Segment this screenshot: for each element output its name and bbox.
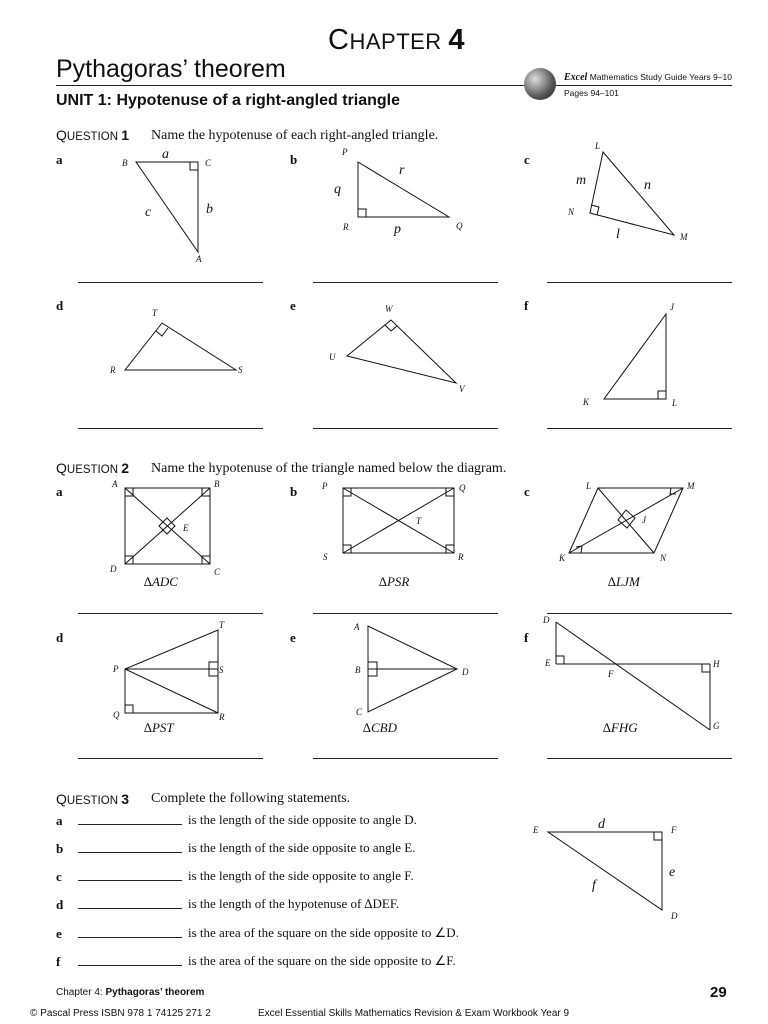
svg-text:D: D bbox=[462, 667, 469, 677]
svg-text:C: C bbox=[205, 158, 212, 168]
svg-text:L: L bbox=[672, 398, 678, 408]
caption-2e: ∆CBD bbox=[363, 720, 397, 735]
svg-text:D: D bbox=[110, 564, 117, 574]
svg-text:a: a bbox=[162, 147, 169, 162]
svg-text:L: L bbox=[595, 141, 601, 151]
svg-text:E: E bbox=[183, 523, 189, 533]
svg-text:P: P bbox=[322, 481, 328, 491]
svg-text:l: l bbox=[616, 227, 620, 242]
svg-text:e: e bbox=[669, 865, 676, 880]
part-label: d bbox=[56, 897, 64, 912]
svg-text:q: q bbox=[334, 182, 341, 197]
part-label: c bbox=[56, 869, 62, 884]
svg-text:T: T bbox=[219, 620, 225, 630]
statement-text: is the length of the side opposite to angle D. bbox=[188, 812, 417, 827]
svg-text:T: T bbox=[152, 308, 158, 318]
svg-text:R: R bbox=[110, 365, 116, 375]
part-label: c bbox=[524, 484, 530, 499]
svg-text:r: r bbox=[399, 163, 405, 178]
svg-text:M: M bbox=[680, 232, 688, 242]
svg-text:A: A bbox=[112, 479, 118, 489]
svg-text:P: P bbox=[113, 664, 119, 674]
svg-text:N: N bbox=[568, 207, 575, 217]
part-label: e bbox=[56, 926, 62, 941]
excel-reference: Excel Mathematics Study Guide Years 9–10 bbox=[564, 72, 732, 83]
svg-text:b: b bbox=[206, 202, 213, 217]
statement-text: is the length of the side opposite to angle F. bbox=[188, 868, 414, 883]
svg-text:B: B bbox=[214, 479, 220, 489]
caption-2a: ∆ADC bbox=[144, 574, 178, 589]
part-label: f bbox=[524, 298, 529, 313]
svg-text:P: P bbox=[342, 147, 348, 157]
statement-text: is the area of the square on the side opposite to ∠D. bbox=[188, 925, 459, 940]
chapter-heading: CHAPTER 4 bbox=[328, 24, 465, 56]
question-1-heading: QUESTION 1 bbox=[56, 127, 130, 143]
footer-book-title: Excel Essential Skills Mathematics Revision & Exam Workbook Year 9 bbox=[258, 1008, 570, 1019]
svg-text:K: K bbox=[559, 553, 566, 563]
svg-text:E: E bbox=[533, 825, 539, 835]
question-3-text: Complete the following statements. bbox=[151, 791, 351, 806]
svg-text:H: H bbox=[713, 659, 720, 669]
part-label: f bbox=[56, 954, 61, 969]
part-label: d bbox=[56, 630, 64, 645]
svg-text:S: S bbox=[219, 665, 224, 675]
svg-text:B: B bbox=[355, 665, 361, 675]
svg-text:A: A bbox=[354, 622, 360, 632]
question-1-text: Name the hypotenuse of each right-angled triangle. bbox=[151, 128, 439, 143]
statement-text: is the area of the square on the side opposite to ∠F. bbox=[188, 953, 456, 968]
caption-2b: ∆PSR bbox=[379, 574, 410, 589]
svg-text:S: S bbox=[323, 552, 328, 562]
svg-text:W: W bbox=[385, 304, 393, 314]
svg-text:N: N bbox=[660, 553, 667, 563]
svg-text:J: J bbox=[670, 302, 674, 312]
part-label: b bbox=[290, 484, 298, 499]
svg-text:A: A bbox=[196, 254, 202, 264]
svg-text:C: C bbox=[356, 707, 363, 717]
svg-text:E: E bbox=[545, 658, 551, 668]
part-label: b bbox=[56, 841, 64, 856]
part-label: f bbox=[524, 630, 529, 645]
svg-text:M: M bbox=[687, 481, 695, 491]
footer-copyright: © Pascal Press ISBN 978 1 74125 271 2 bbox=[30, 1008, 211, 1019]
svg-text:V: V bbox=[459, 384, 465, 394]
svg-text:J: J bbox=[642, 515, 646, 525]
part-label: e bbox=[290, 630, 296, 645]
svg-text:K: K bbox=[583, 397, 590, 407]
question-2-heading: QUESTION 2 bbox=[56, 460, 130, 476]
part-label: d bbox=[56, 298, 64, 313]
svg-text:p: p bbox=[394, 222, 401, 237]
question-2-text: Name the hypotenuse of the triangle named below the diagram. bbox=[151, 461, 507, 476]
svg-text:R: R bbox=[343, 222, 349, 232]
svg-text:T: T bbox=[416, 516, 422, 526]
footer-chapter: Chapter 4: Pythagoras’ theorem bbox=[56, 987, 205, 998]
svg-text:m: m bbox=[576, 173, 587, 188]
svg-text:D: D bbox=[671, 911, 678, 921]
svg-text:B: B bbox=[122, 158, 128, 168]
svg-text:n: n bbox=[644, 178, 651, 193]
svg-text:Q: Q bbox=[459, 483, 466, 493]
part-label: a bbox=[56, 484, 63, 499]
svg-text:Q: Q bbox=[113, 710, 120, 720]
svg-text:R: R bbox=[219, 712, 225, 722]
caption-2f: ∆FHG bbox=[603, 720, 638, 735]
svg-text:S: S bbox=[238, 365, 243, 375]
part-label: a bbox=[56, 813, 63, 828]
page-reference: Pages 94–101 bbox=[564, 88, 619, 98]
caption-2d: ∆PST bbox=[144, 720, 174, 735]
svg-text:F: F bbox=[608, 669, 614, 679]
svg-text:G: G bbox=[713, 721, 720, 731]
svg-text:f: f bbox=[592, 878, 596, 893]
svg-text:Q: Q bbox=[456, 221, 463, 231]
page-number: 29 bbox=[710, 984, 727, 1001]
statement-text: is the length of the hypotenuse of ∆DEF. bbox=[188, 896, 400, 911]
chapter-title: Pythagoras’ theorem bbox=[56, 55, 286, 83]
svg-text:D: D bbox=[543, 615, 550, 625]
caption-2c: ∆LJM bbox=[608, 574, 640, 589]
svg-text:F: F bbox=[671, 825, 677, 835]
svg-text:U: U bbox=[329, 352, 336, 362]
unit-title: UNIT 1: Hypotenuse of a right-angled triangle bbox=[56, 92, 401, 109]
question-3-heading: QUESTION 3 bbox=[56, 791, 130, 807]
svg-text:c: c bbox=[145, 205, 152, 220]
svg-text:R: R bbox=[458, 552, 464, 562]
svg-text:d: d bbox=[598, 817, 605, 832]
triangle-def bbox=[548, 832, 662, 910]
part-label: b bbox=[290, 152, 298, 167]
part-label: e bbox=[290, 298, 296, 313]
statement-text: is the length of the side opposite to angle E. bbox=[188, 840, 416, 855]
part-label: a bbox=[56, 152, 63, 167]
svg-text:L: L bbox=[586, 481, 592, 491]
svg-text:C: C bbox=[214, 567, 221, 577]
part-label: c bbox=[524, 152, 530, 167]
